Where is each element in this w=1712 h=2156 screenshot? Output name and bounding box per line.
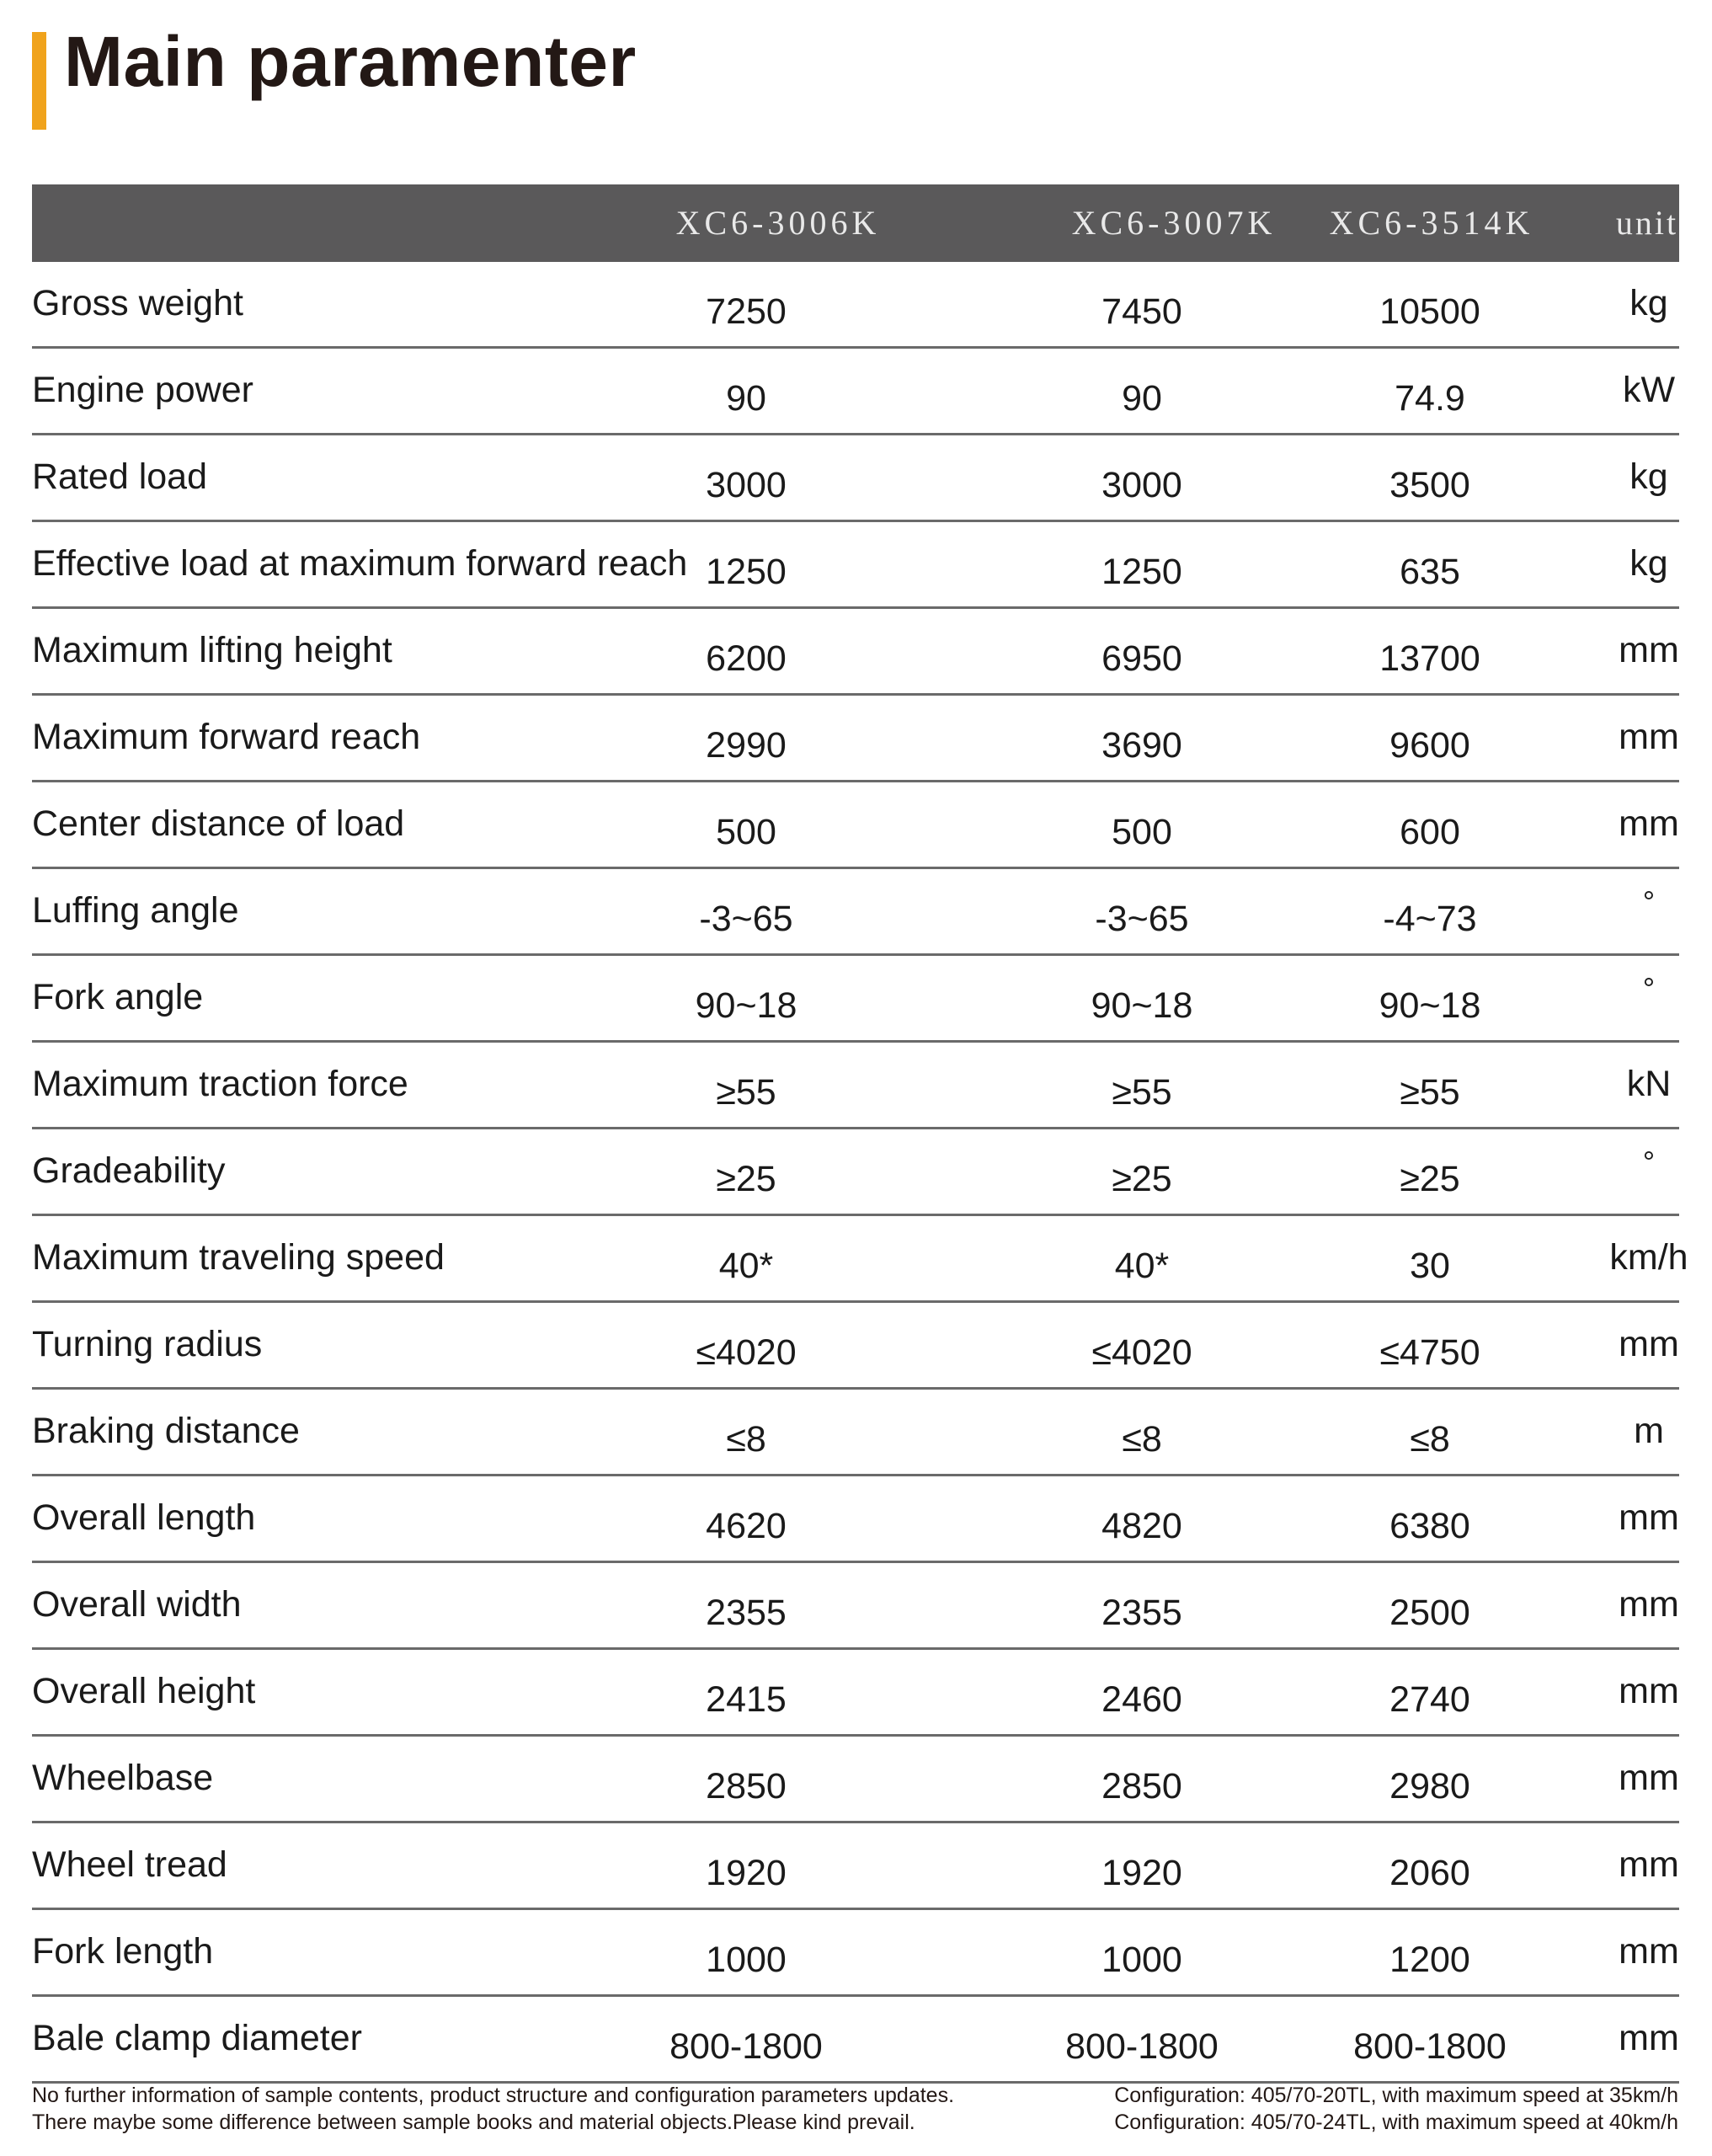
table-row bbox=[32, 349, 1679, 435]
row-value-model-2: ≥25 bbox=[1112, 1159, 1172, 1199]
row-value-model-1: 90~18 bbox=[695, 985, 797, 1026]
row-label: Bale clamp diameter bbox=[32, 2018, 362, 2058]
row-unit: km/h bbox=[1609, 1237, 1688, 1278]
header-unit: unit bbox=[1615, 204, 1679, 242]
row-value-model-3: ≥25 bbox=[1400, 1159, 1460, 1199]
row-value-model-2: 1250 bbox=[1101, 552, 1182, 592]
table-row bbox=[32, 1563, 1679, 1650]
table-row bbox=[32, 782, 1679, 869]
table-row bbox=[32, 609, 1679, 696]
row-value-model-3: ≤4750 bbox=[1379, 1332, 1480, 1373]
table-row bbox=[32, 1043, 1679, 1129]
row-value-model-1: ≥55 bbox=[716, 1072, 776, 1113]
row-unit: mm bbox=[1619, 2018, 1679, 2058]
row-unit: mm bbox=[1619, 717, 1679, 757]
row-unit: kW bbox=[1622, 370, 1676, 410]
parameter-table bbox=[32, 184, 1688, 2084]
row-unit: kN bbox=[1626, 1064, 1672, 1104]
row-value-model-1: ≤8 bbox=[726, 1419, 766, 1460]
table-row bbox=[32, 1910, 1679, 1997]
table-row bbox=[32, 956, 1679, 1043]
row-label: Luffing angle bbox=[32, 890, 239, 931]
table-row bbox=[32, 1303, 1679, 1390]
row-label: Wheelbase bbox=[32, 1758, 214, 1798]
table-row bbox=[32, 1737, 1679, 1823]
row-unit: mm bbox=[1619, 1844, 1679, 1885]
row-value-model-1: 2355 bbox=[706, 1593, 787, 1633]
row-label: Overall length bbox=[32, 1497, 256, 1538]
row-unit: kg bbox=[1629, 283, 1668, 323]
row-value-model-2: 90~18 bbox=[1091, 985, 1193, 1026]
table-row bbox=[32, 696, 1679, 782]
row-value-model-3: 2500 bbox=[1389, 1593, 1470, 1633]
table-row bbox=[32, 1216, 1688, 1303]
row-label: Maximum traveling speed bbox=[32, 1237, 445, 1278]
row-unit: mm bbox=[1619, 803, 1679, 844]
row-value-model-1: 800-1800 bbox=[669, 2026, 823, 2067]
row-value-model-2: 500 bbox=[1112, 812, 1172, 852]
row-value-model-1: 1250 bbox=[706, 552, 787, 592]
table-row bbox=[32, 1997, 1679, 2084]
row-value-model-3: 6380 bbox=[1389, 1506, 1470, 1546]
row-value-model-1: 6200 bbox=[706, 638, 787, 679]
row-value-model-2: 2850 bbox=[1101, 1766, 1182, 1806]
row-value-model-1: 1920 bbox=[706, 1853, 787, 1893]
footer-configuration-line: Configuration: 405/70-20TL, with maximum speed at 35km/h bbox=[1114, 2084, 1678, 2107]
row-label: Wheel tread bbox=[32, 1844, 227, 1885]
row-value-model-3: 9600 bbox=[1389, 725, 1470, 766]
row-value-model-1: ≤4020 bbox=[696, 1332, 797, 1373]
row-value-model-3: 90~18 bbox=[1379, 985, 1481, 1026]
row-value-model-1: ≥25 bbox=[716, 1159, 776, 1199]
row-value-model-1: 2415 bbox=[706, 1679, 787, 1720]
row-value-model-3: 2980 bbox=[1389, 1766, 1470, 1806]
table-row bbox=[32, 522, 1679, 609]
row-unit: mm bbox=[1619, 1758, 1679, 1798]
header-model-2: XC6-3007K bbox=[1071, 204, 1277, 242]
table-row bbox=[32, 1823, 1679, 1910]
row-value-model-3: 800-1800 bbox=[1353, 2026, 1507, 2067]
row-unit: ° bbox=[1642, 884, 1656, 919]
row-value-model-2: 3000 bbox=[1101, 465, 1182, 505]
row-value-model-1: 4620 bbox=[706, 1506, 787, 1546]
table-row bbox=[32, 1390, 1679, 1476]
row-label: Overall height bbox=[32, 1671, 256, 1711]
row-value-model-3: 1200 bbox=[1389, 1940, 1470, 1980]
row-value-model-2: ≥55 bbox=[1112, 1072, 1172, 1113]
row-value-model-3: ≤8 bbox=[1410, 1419, 1450, 1460]
footer-disclaimer bbox=[32, 2082, 954, 2136]
row-label: Fork angle bbox=[32, 977, 204, 1017]
row-value-model-3: 600 bbox=[1400, 812, 1460, 852]
table-body bbox=[32, 262, 1688, 2084]
footer-configuration-line: Configuration: 405/70-24TL, with maximum speed at 40km/h bbox=[1114, 2111, 1678, 2134]
row-value-model-2: 3690 bbox=[1101, 725, 1182, 766]
row-value-model-1: 1000 bbox=[706, 1940, 787, 1980]
row-value-model-2: 4820 bbox=[1101, 1506, 1182, 1546]
table-row bbox=[32, 869, 1679, 956]
row-unit: ° bbox=[1642, 971, 1656, 1006]
row-value-model-2: 7450 bbox=[1101, 291, 1182, 332]
row-value-model-1: -3~65 bbox=[699, 899, 793, 939]
row-value-model-2: 40* bbox=[1114, 1246, 1170, 1286]
row-value-model-1: 2990 bbox=[706, 725, 787, 766]
row-unit: m bbox=[1634, 1411, 1664, 1451]
row-value-model-3: 30 bbox=[1410, 1246, 1450, 1286]
table-row bbox=[32, 1476, 1679, 1563]
row-value-model-1: 40* bbox=[718, 1246, 774, 1286]
title-accent-bar bbox=[32, 32, 46, 130]
footer-configuration bbox=[1114, 2082, 1678, 2136]
table-row bbox=[32, 435, 1679, 522]
row-value-model-2: 90 bbox=[1122, 378, 1162, 419]
row-label: Gross weight bbox=[32, 283, 243, 323]
row-value-model-3: 635 bbox=[1400, 552, 1460, 592]
row-value-model-2: 2355 bbox=[1101, 1593, 1182, 1633]
row-value-model-1: 3000 bbox=[706, 465, 787, 505]
row-unit: mm bbox=[1619, 1497, 1679, 1538]
header-model-3: XC6-3514K bbox=[1329, 204, 1534, 242]
row-value-model-3: 3500 bbox=[1389, 465, 1470, 505]
table-row bbox=[32, 1650, 1679, 1737]
row-value-model-3: 2060 bbox=[1389, 1853, 1470, 1893]
row-label: Maximum traction force bbox=[32, 1064, 408, 1104]
row-label: Center distance of load bbox=[32, 803, 405, 844]
table-row bbox=[32, 1129, 1679, 1216]
row-value-model-1: 500 bbox=[716, 812, 776, 852]
row-label: Effective load at maximum forward reach bbox=[32, 543, 688, 584]
row-label: Turning radius bbox=[32, 1324, 263, 1364]
row-value-model-2: 800-1800 bbox=[1065, 2026, 1219, 2067]
row-value-model-2: 1920 bbox=[1101, 1853, 1182, 1893]
row-unit: ° bbox=[1642, 1145, 1656, 1179]
row-value-model-2: -3~65 bbox=[1095, 899, 1189, 939]
row-value-model-3: 2740 bbox=[1389, 1679, 1470, 1720]
table-header bbox=[32, 184, 1679, 262]
row-label: Maximum forward reach bbox=[32, 717, 421, 757]
row-value-model-2: ≤8 bbox=[1122, 1419, 1162, 1460]
row-label: Gradeability bbox=[32, 1150, 226, 1191]
row-unit: mm bbox=[1619, 1671, 1679, 1711]
row-value-model-1: 2850 bbox=[706, 1766, 787, 1806]
row-label: Maximum lifting height bbox=[32, 630, 392, 670]
row-label: Overall width bbox=[32, 1584, 242, 1625]
row-value-model-3: ≥55 bbox=[1400, 1072, 1460, 1113]
footer-disclaimer-line: There maybe some difference between sample books and material objects.Please kind prevail. bbox=[32, 2111, 915, 2134]
footer-disclaimer-line: No further information of sample contents, product structure and configuration parameters updates. bbox=[32, 2084, 955, 2107]
row-unit: kg bbox=[1629, 543, 1668, 584]
row-value-model-3: 74.9 bbox=[1395, 378, 1465, 419]
row-unit: mm bbox=[1619, 1584, 1679, 1625]
row-value-model-2: ≤4020 bbox=[1091, 1332, 1192, 1373]
row-value-model-2: 1000 bbox=[1101, 1940, 1182, 1980]
row-unit: kg bbox=[1629, 456, 1668, 497]
table-row bbox=[32, 262, 1679, 349]
header-model-1: XC6-3006K bbox=[675, 204, 881, 242]
row-value-model-3: 10500 bbox=[1379, 291, 1480, 332]
row-unit: mm bbox=[1619, 1931, 1679, 1972]
row-unit: mm bbox=[1619, 1324, 1679, 1364]
row-value-model-2: 6950 bbox=[1101, 638, 1182, 679]
row-value-model-3: -4~73 bbox=[1383, 899, 1477, 939]
row-label: Rated load bbox=[32, 456, 207, 497]
row-label: Braking distance bbox=[32, 1411, 300, 1451]
page-title: Main paramenter bbox=[64, 22, 637, 101]
row-label: Fork length bbox=[32, 1931, 214, 1972]
row-value-model-3: 13700 bbox=[1379, 638, 1480, 679]
row-value-model-1: 90 bbox=[726, 378, 766, 419]
row-value-model-2: 2460 bbox=[1101, 1679, 1182, 1720]
row-value-model-1: 7250 bbox=[706, 291, 787, 332]
row-unit: mm bbox=[1619, 630, 1679, 670]
row-label: Engine power bbox=[32, 370, 253, 410]
